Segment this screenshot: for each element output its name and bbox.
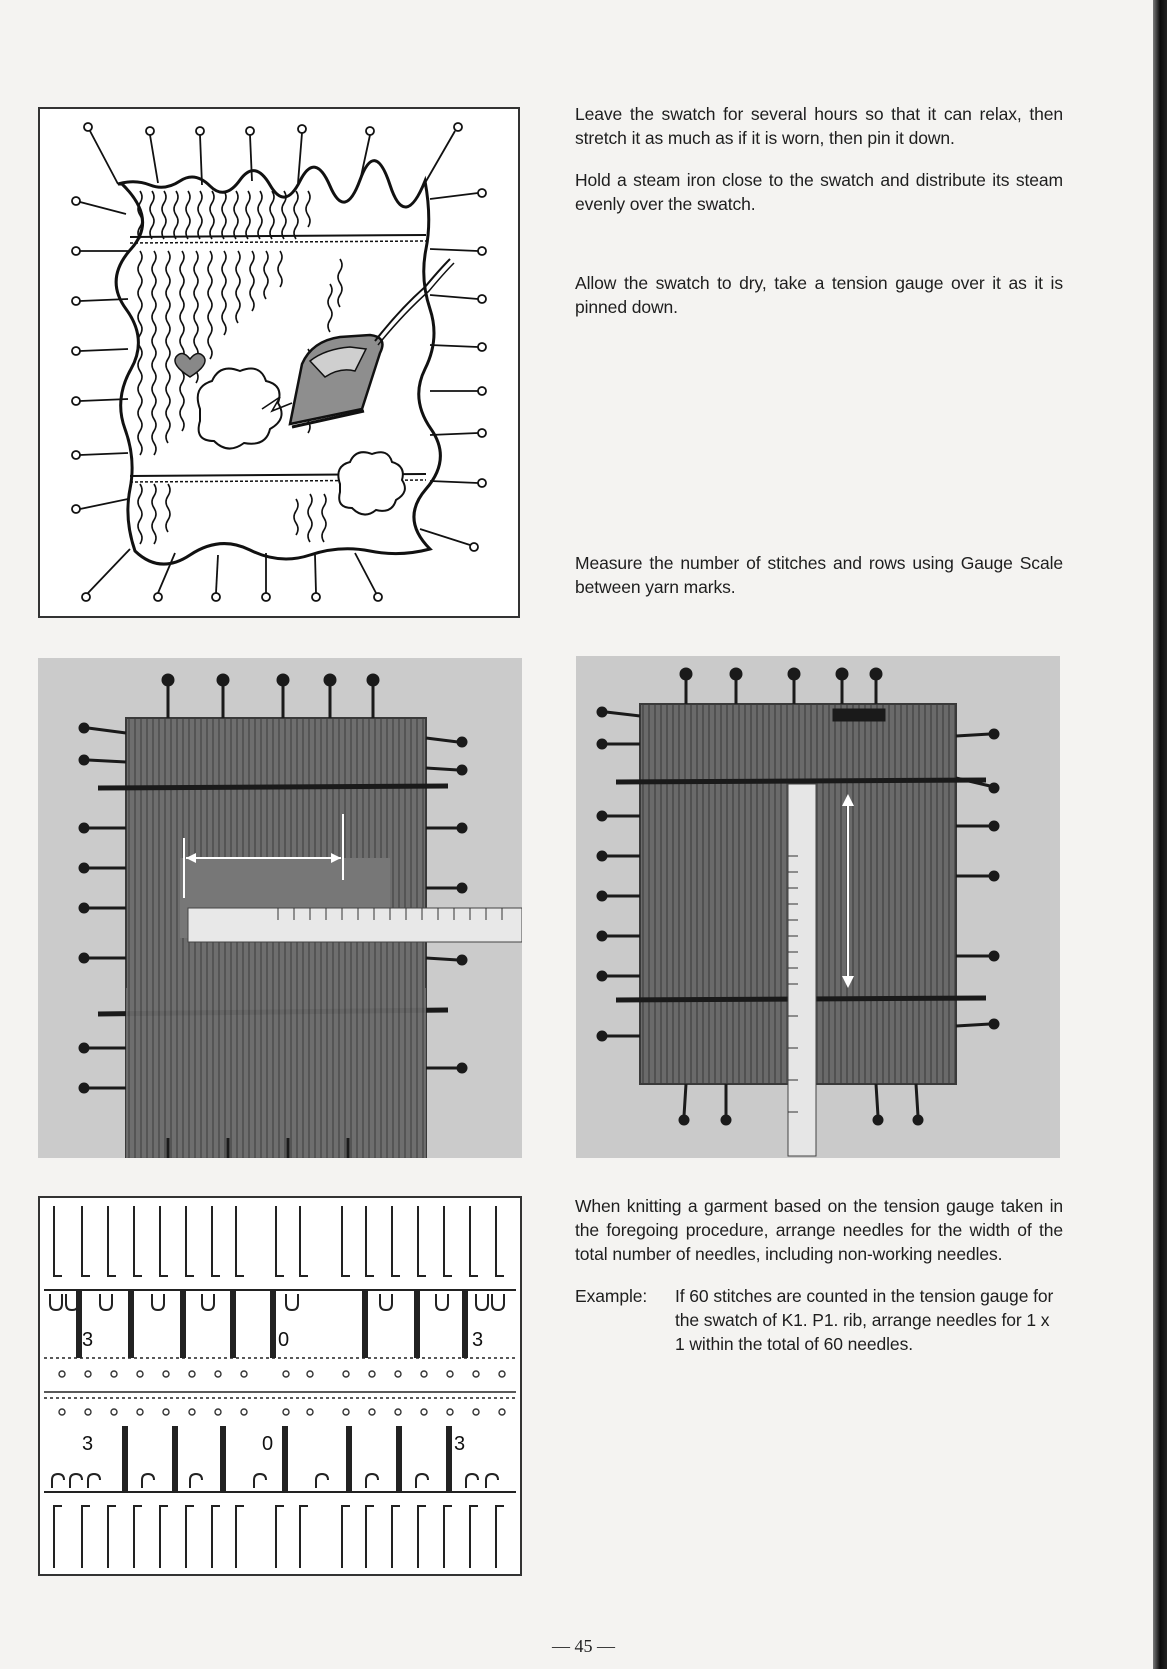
example-text: If 60 stitches are counted in the tension gauge for the swatch of K1. P1. rib, arrange needles for 1 x 1 within the total of 60 needles.	[675, 1286, 1054, 1354]
upper-needle-bed	[54, 1206, 504, 1276]
instruction-knitting-garment	[575, 1194, 1063, 1356]
bottom-number-center: 0	[262, 1433, 274, 1455]
steam-iron-drawing	[40, 109, 518, 616]
lower-working-needles	[122, 1426, 452, 1492]
page-number: — 45 —	[552, 1636, 615, 1656]
needle-arrangement-diagram	[38, 1196, 522, 1576]
paragraph-steam-iron: Hold a steam iron close to the swatch and distribute its steam evenly over the swatch.	[575, 170, 1063, 214]
example-label: Example:	[575, 1286, 648, 1306]
instruction-measure	[575, 551, 1063, 617]
top-number-right: 3	[472, 1329, 484, 1351]
photo-stitch-measurement	[38, 658, 522, 1158]
bottom-number-left: 3	[82, 1433, 94, 1455]
top-number-center: 0	[278, 1329, 290, 1351]
paragraph-measure: Measure the number of stitches and rows using Gauge Scale between yarn marks.	[575, 553, 1063, 597]
bottom-number-right: 3	[454, 1433, 466, 1455]
top-number-left: 3	[82, 1329, 94, 1351]
photo-row-measurement	[576, 656, 1060, 1158]
paragraph-arrange-needles: When knitting a garment based on the tension gauge taken in the foregoing procedure, arrange needles for the width of the total number of needles, including non-working needles.	[575, 1196, 1063, 1264]
paragraph-leave-swatch: Leave the swatch for several hours so that it can relax, then stretch it as much as if it is worn, then pin it down.	[575, 104, 1063, 148]
example-block	[575, 1284, 1063, 1356]
swatch-steam-illustration	[38, 107, 520, 618]
upper-working-needles	[76, 1290, 468, 1358]
paragraph-allow-dry: Allow the swatch to dry, take a tension gauge over it as it is pinned down.	[575, 273, 1063, 317]
lower-needle-bed	[54, 1506, 504, 1568]
book-binding-edge	[1153, 0, 1167, 1669]
instruction-relax-stretch	[575, 102, 1063, 234]
instruction-dry	[575, 271, 1063, 337]
